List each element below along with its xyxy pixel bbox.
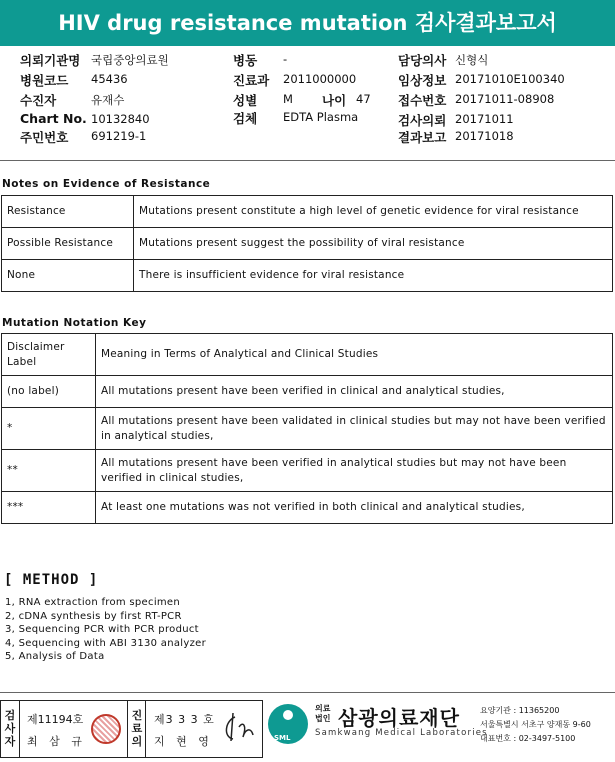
method-step: 1, RNA extraction from specimen: [5, 597, 181, 608]
signature-icon: [221, 711, 257, 745]
ward-value: -: [283, 52, 288, 66]
notation-label: ***: [2, 492, 96, 524]
examiner-name: 최 삼 규: [27, 735, 86, 748]
hospital-label: 의뢰기관명: [20, 53, 81, 68]
chart-label: Chart No.: [20, 111, 87, 126]
patient-value: 유재수: [91, 93, 125, 107]
contact-code: 요양기관 : 11365200: [480, 706, 560, 715]
examiner-seal-icon: [91, 714, 121, 744]
method-title: [ METHOD ]: [4, 572, 99, 588]
specimen-label: 검체: [233, 111, 258, 126]
notation-meaning: At least one mutations was not verified in both clinical and analytical studies,: [96, 492, 613, 524]
table-row: [2, 492, 613, 524]
evidence-desc: There is insufficient evidence for viral resistance: [134, 260, 613, 292]
evidence-desc: Mutations present constitute a high level of genetic evidence for viral resistance: [134, 196, 613, 228]
logo-text: SML: [274, 734, 291, 742]
hospital-value: 국립중앙의료원: [91, 53, 169, 67]
table-row: [2, 196, 613, 228]
reviewer-name: 지 현 영: [154, 735, 213, 748]
receipt-label: 접수번호: [398, 93, 447, 108]
reviewer-license: 제3 3 3 호: [154, 713, 215, 726]
report-date-label: 결과보고: [398, 130, 447, 145]
notation-meaning: All mutations present have been verified in analytical studies but may not have been verified in clinical studies,: [96, 450, 613, 492]
report-date-value: 20171018: [455, 129, 514, 143]
notation-header-meaning: Meaning in Terms of Analytical and Clinical Studies: [96, 334, 613, 376]
header-divider: [0, 160, 615, 161]
org-name: 삼광의료재단: [338, 706, 460, 730]
footer-divider: [0, 692, 615, 693]
sex-value: M: [283, 92, 293, 106]
method-step: 5, Analysis of Data: [5, 651, 105, 662]
age-label: 나이: [322, 93, 347, 108]
doctor-label: 담당의사: [398, 53, 447, 68]
report-title-bar: [0, 0, 615, 46]
table-row: [2, 260, 613, 292]
contact-address: 서울특별시 서초구 양재동 9-60: [480, 720, 591, 729]
clinical-value: 20171010E100340: [455, 72, 565, 86]
clinical-label: 임상정보: [398, 73, 447, 88]
table-row: [2, 450, 613, 492]
request-value: 20171011: [455, 112, 514, 126]
sex-label: 성별: [233, 93, 258, 108]
chart-value: 10132840: [91, 112, 150, 126]
request-label: 검사의뢰: [398, 113, 447, 128]
notation-meaning: All mutations present have been verified in clinical and analytical studies,: [96, 376, 613, 408]
signature-box: [0, 700, 263, 758]
sign-divider: [19, 701, 20, 757]
table-row: [2, 408, 613, 450]
report-title: HIV drug resistance mutation 검사결과보고서: [58, 11, 557, 35]
org-type-1: 의료: [315, 704, 331, 713]
evidence-term: None: [2, 260, 134, 292]
id-label: 주민번호: [20, 130, 69, 145]
hospital-code-label: 병원코드: [20, 73, 69, 88]
contact-phone: 대표번호 : 02-3497-5100: [480, 734, 576, 743]
age-value: 47: [356, 92, 371, 106]
examiner-license: 제11194호: [27, 713, 84, 726]
table-row: [2, 228, 613, 260]
method-step: 4, Sequencing with ABI 3130 analyzer: [5, 637, 206, 649]
method-step: 3, Sequencing PCR with PCR product: [5, 624, 199, 635]
footer: [0, 700, 615, 762]
notation-header-label: Disclaimer Label: [2, 334, 96, 376]
examiner-label: 검 사 자: [4, 709, 16, 748]
sign-divider: [127, 701, 128, 757]
method-step: 2, cDNA synthesis by first RT-PCR: [5, 610, 182, 622]
receipt-value: 20171011-08908: [455, 92, 555, 106]
table-row: [2, 334, 613, 376]
dept-value: 2011000000: [283, 72, 357, 86]
logo-dot: [283, 710, 293, 720]
ward-label: 병동: [233, 53, 258, 68]
dept-label: 진료과: [233, 73, 270, 88]
table-row: [2, 376, 613, 408]
method-list: [5, 596, 206, 664]
notation-table: [1, 333, 613, 524]
doctor-value: 신형식: [455, 53, 489, 67]
evidence-title: Notes on Evidence of Resistance: [2, 178, 211, 190]
notation-label: **: [2, 450, 96, 492]
evidence-term: Possible Resistance: [2, 228, 134, 260]
notation-title: Mutation Notation Key: [2, 317, 147, 329]
org-english-name: Samkwang Medical Laboratories: [315, 728, 488, 738]
hospital-code-value: 45436: [91, 72, 128, 86]
id-value: 691219-1: [91, 129, 147, 143]
evidence-term: Resistance: [2, 196, 134, 228]
specimen-value: EDTA Plasma: [283, 110, 359, 124]
sign-divider: [145, 701, 146, 757]
evidence-table: [1, 195, 613, 292]
org-type-2: 법인: [315, 714, 331, 723]
notation-label: *: [2, 408, 96, 450]
patient-label: 수진자: [20, 93, 57, 108]
evidence-desc: Mutations present suggest the possibility of viral resistance: [134, 228, 613, 260]
notation-label: (no label): [2, 376, 96, 408]
reviewer-label: 진 료 의: [131, 709, 143, 748]
notation-meaning: All mutations present have been validated in clinical studies but may not have been verified in analytical studies,: [96, 408, 613, 450]
